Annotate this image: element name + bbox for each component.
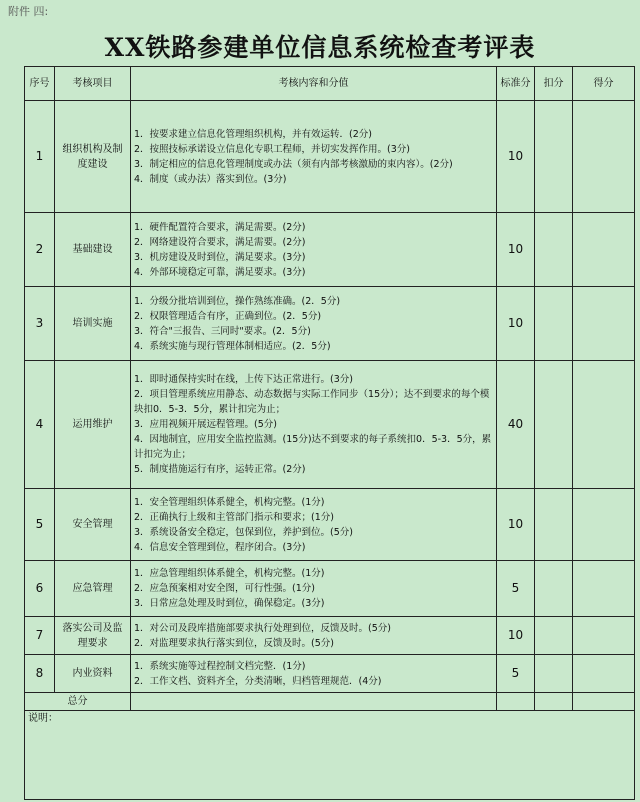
row-standard: 10 (497, 213, 535, 287)
header-score: 得分 (573, 67, 635, 101)
row-index: 2 (25, 213, 55, 287)
content-line: 1．对公司及段库措施部要求执行处理到位，反馈及时。(5分) (134, 622, 392, 634)
row-standard: 10 (497, 489, 535, 561)
content-line: 2．网络建设符合要求，满足需要。(2分) (134, 236, 306, 248)
row-content (131, 101, 497, 213)
row-project: 基础建设 (55, 213, 131, 287)
table-row (25, 213, 635, 287)
content-line: 3．系统设备安全稳定，包保到位，养护到位。(5分) (134, 526, 354, 538)
row-deduct-cell[interactable] (535, 561, 573, 617)
content-line: 4．因地制宜，应用安全监控监测。(15分)达不到要求的每子系统扣0．5-3．5分，累计扣完为止； (134, 434, 492, 460)
row-content (131, 361, 497, 489)
content-line: 3．机房建设及时到位，满足要求。(3分) (134, 251, 306, 263)
content-line: 2．按照技标承诺设立信息化专职工程师，并切实发挥作用。(3分) (134, 143, 411, 155)
row-standard: 40 (497, 361, 535, 489)
content-line: 4．信息安全管理到位，程序闭合。(3分) (134, 541, 306, 553)
table-row (25, 287, 635, 361)
row-content (131, 287, 497, 361)
total-standard-cell[interactable] (497, 693, 535, 711)
row-score-cell[interactable] (573, 361, 635, 489)
content-line: 2．项目管理系统应用静态、动态数据与实际工作同步（15分）；达不到要求的每个模块扣0．5-3．5分，累计扣完为止； (134, 389, 490, 415)
row-index: 7 (25, 617, 55, 655)
header-content: 考核内容和分值 (131, 67, 497, 101)
total-content-cell (131, 693, 497, 711)
content-line: 1．硬件配置符合要求，满足需要。(2分) (134, 221, 306, 233)
row-project: 落实公司及监理要求 (55, 617, 131, 655)
table-row (25, 561, 635, 617)
row-project: 组织机构及制度建设 (55, 101, 131, 213)
row-project: 安全管理 (55, 489, 131, 561)
row-project: 应急管理 (55, 561, 131, 617)
row-score-cell[interactable] (573, 561, 635, 617)
content-line: 1．系统实施等过程控制文档完整．(1分) (134, 660, 306, 672)
row-index: 6 (25, 561, 55, 617)
row-deduct-cell[interactable] (535, 655, 573, 693)
header-standard: 标准分 (497, 67, 535, 101)
row-content (131, 655, 497, 693)
row-index: 8 (25, 655, 55, 693)
row-content (131, 489, 497, 561)
table-row (25, 361, 635, 489)
content-line: 3．制定相应的信息化管理制度或办法（须有内部考核激励的束内容）。(2分) (134, 158, 453, 170)
content-line: 3．应用视频开展远程管理。(5分) (134, 419, 278, 430)
row-standard: 10 (497, 101, 535, 213)
table-row (25, 655, 635, 693)
table-row (25, 101, 635, 213)
row-score-cell[interactable] (573, 213, 635, 287)
row-content (131, 213, 497, 287)
total-row (25, 693, 635, 711)
notes-row (25, 711, 635, 800)
row-index: 1 (25, 101, 55, 213)
content-line: 1．分级分批培训到位，操作熟练准确。(2．5分) (134, 295, 341, 307)
header-index: 序号 (25, 67, 55, 101)
content-line: 2．对监理要求执行落实到位，反馈及时。(5分) (134, 637, 335, 649)
total-deduct-cell[interactable] (535, 693, 573, 711)
row-standard: 5 (497, 655, 535, 693)
row-standard: 5 (497, 561, 535, 617)
row-deduct-cell[interactable] (535, 361, 573, 489)
row-deduct-cell[interactable] (535, 287, 573, 361)
content-line: 3．日常应急处理及时到位，确保稳定。(3分) (134, 598, 325, 609)
content-line: 5．制度措施运行有序，运转正常。(2分) (134, 464, 306, 475)
table-row (25, 489, 635, 561)
content-line: 2．正确执行上级和主管部门指示和要求；(1分) (134, 511, 335, 523)
content-line: 4．外部环境稳定可靠，满足要求。(3分) (134, 266, 306, 278)
row-content (131, 561, 497, 617)
header-row (25, 67, 635, 101)
total-label: 总分 (25, 693, 131, 711)
header-project: 考核项目 (55, 67, 131, 101)
row-score-cell[interactable] (573, 617, 635, 655)
content-line: 2．应急预案相对安全图，可行性强。(1分) (134, 583, 316, 594)
header-deduct: 扣分 (535, 67, 573, 101)
score-table (24, 66, 635, 800)
row-deduct-cell[interactable] (535, 101, 573, 213)
notes-cell[interactable] (25, 711, 635, 800)
row-index: 4 (25, 361, 55, 489)
row-project: 运用维护 (55, 361, 131, 489)
notes-label: 说明： (28, 713, 58, 724)
content-line: 2．权限管理适合有序，正确到位。(2．5分) (134, 310, 322, 322)
row-score-cell[interactable] (573, 101, 635, 213)
row-index: 5 (25, 489, 55, 561)
row-standard: 10 (497, 617, 535, 655)
table-row (25, 617, 635, 655)
row-project: 内业资料 (55, 655, 131, 693)
row-deduct-cell[interactable] (535, 489, 573, 561)
row-score-cell[interactable] (573, 489, 635, 561)
row-project: 培训实施 (55, 287, 131, 361)
row-content (131, 617, 497, 655)
row-score-cell[interactable] (573, 287, 635, 361)
content-line: 1．安全管理组织体系健全，机构完整。(1分) (134, 496, 325, 508)
row-index: 3 (25, 287, 55, 361)
attachment-label: 附件 四: (8, 5, 49, 18)
row-deduct-cell[interactable] (535, 617, 573, 655)
content-line: 4．系统实施与现行管理体制相适应。(2．5分) (134, 340, 331, 352)
total-score-cell[interactable] (573, 693, 635, 711)
row-standard: 10 (497, 287, 535, 361)
content-line: 1．即时通保持实时在线，上传下达正常进行。(3分) (134, 374, 354, 385)
content-line: 1．应急管理组织体系健全，机构完整。(1分) (134, 568, 325, 579)
content-line: 3．符合"三报告、三同时"要求。(2．5分) (134, 325, 311, 337)
content-line: 4．制度（或办法）落实到位。(3分) (134, 173, 287, 185)
content-line: 2．工作文档、资料齐全，分类清晰，归档管理规范．(4分) (134, 675, 382, 687)
page-title: XX铁路参建单位信息系统检查考评表 (104, 33, 536, 62)
row-score-cell[interactable] (573, 655, 635, 693)
content-line: 1．按要求建立信息化管理组织机构，并有效运转．(2分) (134, 128, 373, 140)
row-deduct-cell[interactable] (535, 213, 573, 287)
